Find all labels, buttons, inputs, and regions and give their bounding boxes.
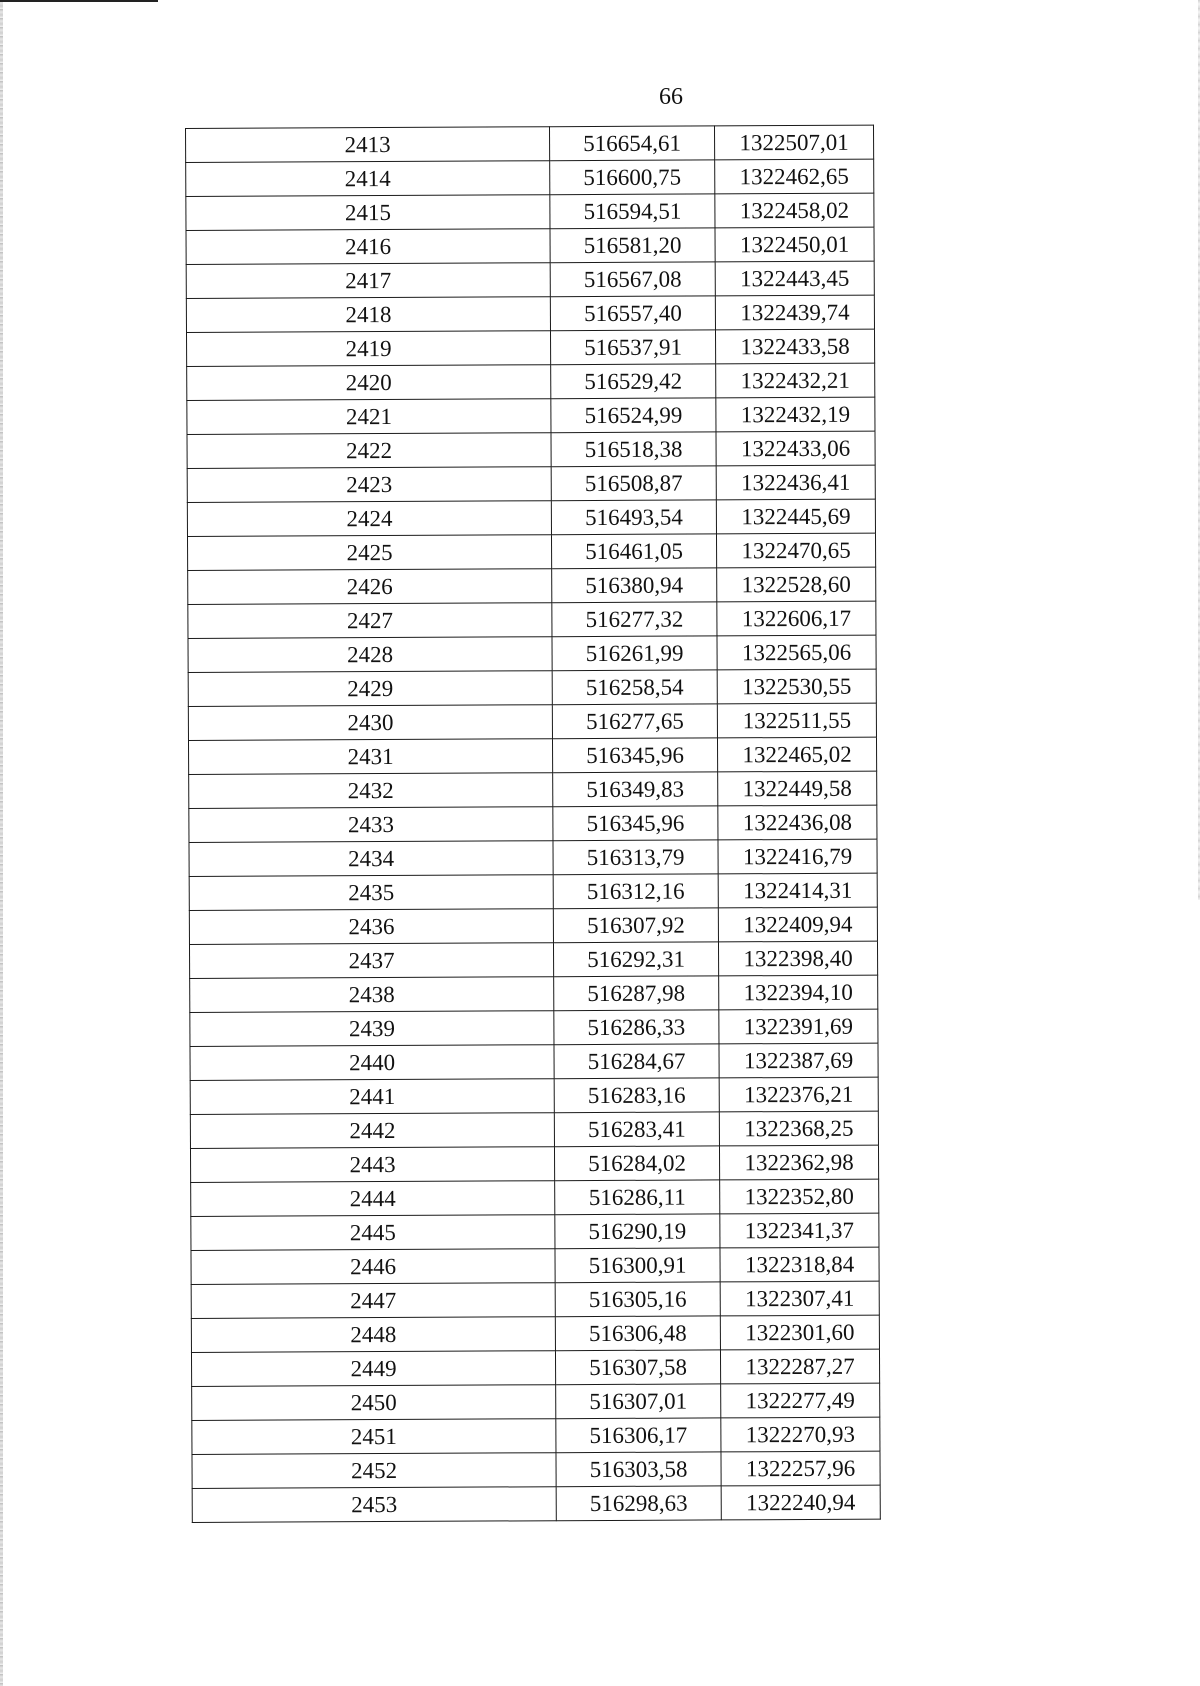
y-coordinate-cell: 1322432,19 <box>716 397 875 432</box>
point-number-cell: 2416 <box>186 229 550 265</box>
y-coordinate-cell: 1322416,79 <box>718 839 877 874</box>
y-coordinate-cell: 1322462,65 <box>715 159 874 194</box>
point-number-cell: 2429 <box>188 671 552 707</box>
x-coordinate-cell: 516287,98 <box>554 976 719 1011</box>
table-row <box>190 975 878 1012</box>
x-coordinate-cell: 516284,02 <box>554 1146 719 1181</box>
x-coordinate-cell: 516298,63 <box>556 1486 721 1521</box>
y-coordinate-cell: 1322528,60 <box>717 567 876 602</box>
point-number-cell: 2413 <box>186 127 550 163</box>
table-row <box>191 1281 879 1318</box>
x-coordinate-cell: 516284,67 <box>554 1044 719 1079</box>
table-row <box>188 635 876 672</box>
x-coordinate-cell: 516307,92 <box>553 908 718 943</box>
point-number-cell: 2443 <box>190 1147 554 1183</box>
y-coordinate-cell: 1322450,01 <box>715 227 874 262</box>
x-coordinate-cell: 516313,79 <box>553 840 718 875</box>
y-coordinate-cell: 1322368,25 <box>719 1111 878 1146</box>
y-coordinate-cell: 1322449,58 <box>718 771 877 806</box>
x-coordinate-cell: 516594,51 <box>550 194 715 229</box>
point-number-cell: 2418 <box>186 297 550 333</box>
table-row <box>186 125 874 162</box>
scan-mark-top <box>0 0 158 2</box>
x-coordinate-cell: 516567,08 <box>550 262 715 297</box>
x-coordinate-cell: 516557,40 <box>550 296 715 331</box>
point-number-cell: 2442 <box>190 1113 554 1149</box>
x-coordinate-cell: 516345,96 <box>553 806 718 841</box>
y-coordinate-cell: 1322376,21 <box>719 1077 878 1112</box>
x-coordinate-cell: 516345,96 <box>552 738 717 773</box>
x-coordinate-cell: 516493,54 <box>551 500 716 535</box>
x-coordinate-cell: 516258,54 <box>552 670 717 705</box>
y-coordinate-cell: 1322409,94 <box>718 907 877 942</box>
y-coordinate-cell: 1322270,93 <box>721 1417 880 1452</box>
table-row <box>186 329 874 366</box>
table-row <box>190 1043 878 1080</box>
y-coordinate-cell: 1322470,65 <box>716 533 875 568</box>
x-coordinate-cell: 516306,48 <box>555 1316 720 1351</box>
table-row <box>191 1179 879 1216</box>
scan-edge-left <box>0 0 3 1686</box>
point-number-cell: 2445 <box>191 1215 555 1251</box>
x-coordinate-cell: 516283,41 <box>554 1112 719 1147</box>
table-row <box>189 873 877 910</box>
point-number-cell: 2438 <box>190 977 554 1013</box>
point-number-cell: 2439 <box>190 1011 554 1047</box>
y-coordinate-cell: 1322362,98 <box>719 1145 878 1180</box>
x-coordinate-cell: 516508,87 <box>551 466 716 501</box>
y-coordinate-cell: 1322458,02 <box>715 193 874 228</box>
table-row <box>188 703 876 740</box>
x-coordinate-cell: 516461,05 <box>551 534 716 569</box>
table-row <box>187 499 875 536</box>
point-number-cell: 2420 <box>187 365 551 401</box>
table-row <box>186 193 874 230</box>
y-coordinate-cell: 1322257,96 <box>721 1451 880 1486</box>
y-coordinate-cell: 1322391,69 <box>719 1009 878 1044</box>
table-row <box>186 295 874 332</box>
point-number-cell: 2431 <box>188 739 552 775</box>
y-coordinate-cell: 1322394,10 <box>719 975 878 1010</box>
x-coordinate-cell: 516286,33 <box>554 1010 719 1045</box>
x-coordinate-cell: 516654,61 <box>549 126 714 161</box>
y-coordinate-cell: 1322287,27 <box>720 1349 879 1384</box>
x-coordinate-cell: 516518,38 <box>551 432 716 467</box>
y-coordinate-cell: 1322511,55 <box>717 703 876 738</box>
x-coordinate-cell: 516261,99 <box>552 636 717 671</box>
y-coordinate-cell: 1322565,06 <box>717 635 876 670</box>
x-coordinate-cell: 516524,99 <box>551 398 716 433</box>
y-coordinate-cell: 1322387,69 <box>719 1043 878 1078</box>
y-coordinate-cell: 1322433,06 <box>716 431 875 466</box>
y-coordinate-cell: 1322436,41 <box>716 465 875 500</box>
x-coordinate-cell: 516380,94 <box>552 568 717 603</box>
point-number-cell: 2414 <box>186 161 550 197</box>
x-coordinate-cell: 516300,91 <box>555 1248 720 1283</box>
table-row <box>186 227 874 264</box>
table-row <box>187 397 875 434</box>
table-row <box>190 1077 878 1114</box>
point-number-cell: 2422 <box>187 433 551 469</box>
point-number-cell: 2447 <box>191 1283 555 1319</box>
y-coordinate-cell: 1322433,58 <box>715 329 874 364</box>
point-number-cell: 2419 <box>186 331 550 367</box>
point-number-cell: 2415 <box>186 195 550 231</box>
y-coordinate-cell: 1322436,08 <box>718 805 877 840</box>
x-coordinate-cell: 516277,32 <box>552 602 717 637</box>
table-row <box>187 431 875 468</box>
point-number-cell: 2434 <box>189 841 553 877</box>
table-row <box>186 159 874 196</box>
table-row <box>190 1111 878 1148</box>
table-row <box>190 1145 878 1182</box>
x-coordinate-cell: 516529,42 <box>551 364 716 399</box>
point-number-cell: 2448 <box>191 1317 555 1353</box>
point-number-cell: 2446 <box>191 1249 555 1285</box>
table-row <box>189 805 877 842</box>
x-coordinate-cell: 516303,58 <box>556 1452 721 1487</box>
table-row <box>188 737 876 774</box>
y-coordinate-cell: 1322341,37 <box>720 1213 879 1248</box>
y-coordinate-cell: 1322432,21 <box>716 363 875 398</box>
table-row <box>188 669 876 706</box>
table-row <box>191 1315 879 1352</box>
point-number-cell: 2423 <box>187 467 551 503</box>
x-coordinate-cell: 516305,16 <box>555 1282 720 1317</box>
table-row <box>187 533 875 570</box>
y-coordinate-cell: 1322352,80 <box>720 1179 879 1214</box>
table-row <box>188 567 876 604</box>
point-number-cell: 2453 <box>192 1487 556 1523</box>
table-row <box>192 1485 880 1522</box>
y-coordinate-cell: 1322414,31 <box>718 873 877 908</box>
x-coordinate-cell: 516290,19 <box>555 1214 720 1249</box>
x-coordinate-cell: 516307,01 <box>556 1384 721 1419</box>
x-coordinate-cell: 516307,58 <box>555 1350 720 1385</box>
table-row <box>187 363 875 400</box>
point-number-cell: 2451 <box>192 1419 556 1455</box>
table-row <box>191 1349 879 1386</box>
table-row <box>191 1213 879 1250</box>
y-coordinate-cell: 1322445,69 <box>716 499 875 534</box>
y-coordinate-cell: 1322439,74 <box>715 295 874 330</box>
point-number-cell: 2435 <box>189 875 553 911</box>
x-coordinate-cell: 516277,65 <box>552 704 717 739</box>
point-number-cell: 2449 <box>191 1351 555 1387</box>
x-coordinate-cell: 516600,75 <box>550 160 715 195</box>
table-row <box>188 601 876 638</box>
x-coordinate-cell: 516283,16 <box>554 1078 719 1113</box>
table-row <box>189 771 877 808</box>
y-coordinate-cell: 1322318,84 <box>720 1247 879 1282</box>
point-number-cell: 2444 <box>191 1181 555 1217</box>
y-coordinate-cell: 1322465,02 <box>717 737 876 772</box>
point-number-cell: 2421 <box>187 399 551 435</box>
x-coordinate-cell: 516286,11 <box>555 1180 720 1215</box>
table-row <box>192 1383 880 1420</box>
point-number-cell: 2433 <box>189 807 553 843</box>
table-body <box>186 125 881 1522</box>
x-coordinate-cell: 516537,91 <box>550 330 715 365</box>
point-number-cell: 2425 <box>187 535 551 571</box>
table-row <box>186 261 874 298</box>
table-row <box>189 907 877 944</box>
point-number-cell: 2452 <box>192 1453 556 1489</box>
coordinates-table <box>185 125 881 1523</box>
point-number-cell: 2424 <box>187 501 551 537</box>
point-number-cell: 2430 <box>188 705 552 741</box>
table-row <box>189 839 877 876</box>
x-coordinate-cell: 516349,83 <box>553 772 718 807</box>
table-row <box>191 1247 879 1284</box>
x-coordinate-cell: 516312,16 <box>553 874 718 909</box>
y-coordinate-cell: 1322398,40 <box>718 941 877 976</box>
point-number-cell: 2417 <box>186 263 550 299</box>
y-coordinate-cell: 1322507,01 <box>714 125 873 160</box>
table-row <box>192 1417 880 1454</box>
point-number-cell: 2441 <box>190 1079 554 1115</box>
point-number-cell: 2427 <box>188 603 552 639</box>
y-coordinate-cell: 1322443,45 <box>715 261 874 296</box>
y-coordinate-cell: 1322277,49 <box>721 1383 880 1418</box>
x-coordinate-cell: 516306,17 <box>556 1418 721 1453</box>
y-coordinate-cell: 1322530,55 <box>717 669 876 704</box>
point-number-cell: 2440 <box>190 1045 554 1081</box>
point-number-cell: 2428 <box>188 637 552 673</box>
y-coordinate-cell: 1322307,41 <box>720 1281 879 1316</box>
table-row <box>192 1451 880 1488</box>
y-coordinate-cell: 1322240,94 <box>721 1485 880 1520</box>
page-number: 66 <box>659 84 683 110</box>
table-row <box>187 465 875 502</box>
point-number-cell: 2436 <box>189 909 553 945</box>
point-number-cell: 2432 <box>189 773 553 809</box>
y-coordinate-cell: 1322606,17 <box>717 601 876 636</box>
y-coordinate-cell: 1322301,60 <box>720 1315 879 1350</box>
point-number-cell: 2426 <box>188 569 552 605</box>
x-coordinate-cell: 516292,31 <box>553 942 718 977</box>
table-row <box>190 1009 878 1046</box>
table-row <box>189 941 877 978</box>
x-coordinate-cell: 516581,20 <box>550 228 715 263</box>
point-number-cell: 2437 <box>189 943 553 979</box>
point-number-cell: 2450 <box>192 1385 556 1421</box>
